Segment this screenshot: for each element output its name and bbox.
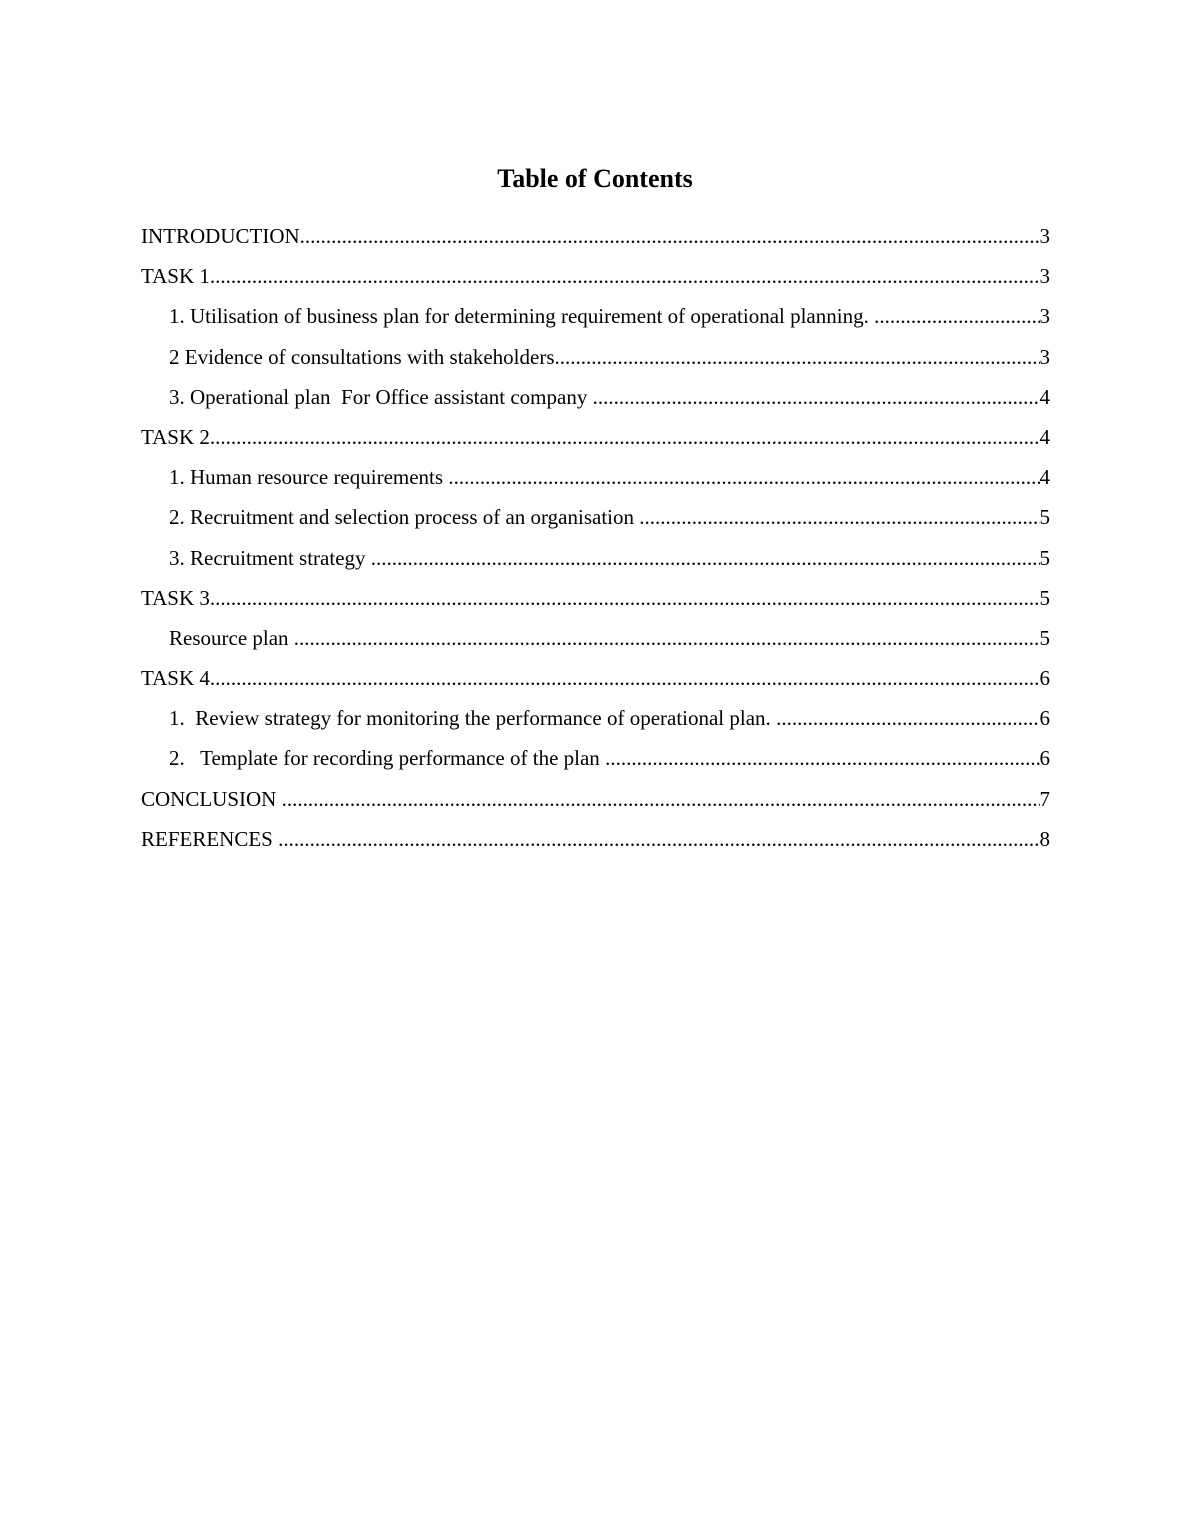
- toc-page-number: 5: [1039, 545, 1050, 570]
- toc-entry[interactable]: [141, 542, 1050, 582]
- toc-dot-leader: [605, 742, 1039, 774]
- toc-entry-text: 2. Recruitment and selection process of an organisation: [169, 505, 640, 530]
- toc-entry-text: CONCLUSION: [141, 786, 282, 811]
- toc-dot-leader: [555, 341, 1040, 373]
- toc-entry[interactable]: [141, 300, 1050, 340]
- toc-entry[interactable]: [141, 421, 1050, 461]
- toc-page-number: 6: [1039, 666, 1050, 691]
- toc-dot-leader: [448, 461, 1039, 493]
- toc-title: Table of Contents: [497, 164, 693, 193]
- toc-entry-text: TASK 3: [141, 585, 210, 610]
- toc-dot-leader: [639, 501, 1039, 533]
- toc-entry[interactable]: [141, 341, 1050, 381]
- toc-dot-leader: [300, 220, 1040, 252]
- toc-dot-leader: [593, 381, 1040, 413]
- toc-page-number: 8: [1039, 826, 1050, 851]
- toc-entry-text: REFERENCES: [141, 826, 279, 851]
- toc-entry[interactable]: [141, 742, 1050, 782]
- toc-entry[interactable]: [141, 461, 1050, 501]
- toc-dot-leader: [371, 542, 1040, 574]
- toc-entry-text: 1. Review strategy for monitoring the performance of operational plan.: [169, 706, 777, 731]
- toc-entry[interactable]: [141, 662, 1050, 702]
- toc-entry-text: 1. Human resource requirements: [169, 465, 449, 490]
- toc-entry[interactable]: [141, 582, 1050, 622]
- toc-entry-text: 3. Recruitment strategy: [169, 545, 371, 570]
- toc-entry-text: TASK 1: [141, 264, 210, 289]
- toc-dot-leader: [210, 582, 1040, 614]
- toc-entry-text: Resource plan: [169, 625, 294, 650]
- toc-page-number: 4: [1039, 384, 1050, 409]
- toc-entry-text: INTRODUCTION: [141, 224, 300, 248]
- toc-page-number: 3: [1039, 344, 1050, 369]
- toc-page-number: 7: [1039, 786, 1050, 811]
- toc-list: [141, 220, 1050, 863]
- toc-page-number: 3: [1039, 264, 1050, 289]
- toc-page-number: 3: [1039, 304, 1050, 329]
- toc-entry-text: 3. Operational plan For Office assistant company: [169, 384, 593, 409]
- toc-entry-text: TASK 2: [141, 424, 210, 449]
- toc-entry-text: 1. Utilisation of business plan for determining requirement of operational planning.: [169, 304, 875, 329]
- toc-dot-leader: [210, 421, 1040, 453]
- toc-page-number: 4: [1039, 465, 1050, 490]
- toc-page-number: 6: [1039, 746, 1050, 771]
- toc-entry[interactable]: [141, 823, 1050, 863]
- toc-page-number: 5: [1039, 505, 1050, 530]
- toc-entry[interactable]: [141, 702, 1050, 742]
- toc-dot-leader: [278, 823, 1039, 855]
- toc-page-number: 4: [1039, 424, 1050, 449]
- toc-dot-leader: [210, 260, 1040, 292]
- toc-entry[interactable]: [141, 260, 1050, 300]
- toc-entry[interactable]: [141, 381, 1050, 421]
- toc-entry[interactable]: [141, 622, 1050, 662]
- toc-entry[interactable]: [141, 501, 1050, 541]
- toc-entry-text: 2 Evidence of consultations with stakeholders: [169, 344, 555, 369]
- toc-dot-leader: [776, 702, 1039, 734]
- toc-page-number: 5: [1039, 585, 1050, 610]
- toc-dot-leader: [210, 662, 1040, 694]
- toc-page-number: 5: [1039, 625, 1050, 650]
- toc-entry-text: 2. Template for recording performance of the plan: [169, 746, 606, 771]
- toc-entry-text: TASK 4: [141, 666, 210, 691]
- toc-entry[interactable]: [141, 783, 1050, 823]
- toc-entry[interactable]: [141, 220, 1050, 260]
- toc-dot-leader: [282, 783, 1040, 815]
- toc-page-number: 6: [1039, 706, 1050, 731]
- toc-page-number: 3: [1039, 224, 1050, 248]
- toc-dot-leader: [294, 622, 1040, 654]
- toc-dot-leader: [874, 300, 1039, 332]
